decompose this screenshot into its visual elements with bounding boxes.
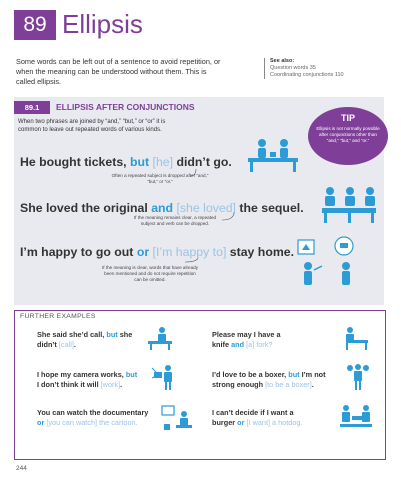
phone-desk-icon xyxy=(146,326,174,350)
example-sentence-2: She loved the original and [she loved] the sequel. xyxy=(20,201,304,215)
camera-person-icon xyxy=(150,364,178,390)
intro-text: Some words can be left out of a sentence to avoid repetition, or when the meaning can be understood without them. This is called ellipsis. xyxy=(16,57,221,86)
further-example-1: She said she’d call, but she didn’t [call]. xyxy=(37,330,133,349)
dining-person-icon xyxy=(340,326,370,350)
unit-number: 89 xyxy=(14,10,56,40)
page-number: 244 xyxy=(16,465,27,472)
see-also-item[interactable]: Question words 35 xyxy=(270,65,316,71)
food-counter-icon xyxy=(338,402,374,432)
see-also-item[interactable]: Coordinating conjunctions 110 xyxy=(270,72,344,78)
example-note-3: If the meaning is clear, words that have already been mentioned and do not require repetition can be omitted. xyxy=(101,265,198,282)
further-example-6: I can’t decide if I want a burger or [I want] a hotdog. xyxy=(212,408,303,427)
further-example-2: Please may I have a knife and [a] fork? xyxy=(212,330,281,349)
example-note-2: If the meaning remains clear, a repeated subject and verb can be dropped. xyxy=(133,215,217,226)
example-sentence-3: I’m happy to go out or [I’m happy to] stay home. xyxy=(20,245,295,259)
further-example-5: You can watch the documentary or [you can watch] the cartoon. xyxy=(37,408,149,427)
example-sentence-1: He bought tickets, but [he] didn’t go. xyxy=(20,155,232,169)
further-example-3: I hope my camera works, but I don’t think it will [work]. xyxy=(37,370,138,389)
tv-watching-icon xyxy=(160,404,194,432)
see-also-title: See also: xyxy=(270,58,295,64)
cinema-audience-illustration xyxy=(320,186,378,226)
tip-title: TIP xyxy=(340,113,355,123)
further-examples-title: FURTHER EXAMPLES xyxy=(20,313,96,320)
boxer-icon xyxy=(346,362,370,390)
example-note-1: Often a repeated subject is dropped after “and,” “but,” or “or.” xyxy=(111,173,209,184)
unit-title: Ellipsis xyxy=(62,9,143,39)
section-number: 89.1 xyxy=(14,101,50,114)
further-example-4: I’d love to be a boxer, but I’m not strong enough [to be a boxer]. xyxy=(212,370,326,389)
section-title: ELLIPSIS AFTER CONJUNCTIONS xyxy=(56,102,195,112)
tip-text: Ellipsis is not normally possible after conjunctions other than “and,” “but,” and “or.” xyxy=(316,126,380,143)
section-intro: When two phrases are joined by “and,” “but,” or “or” it is common to leave out repeated words of various kinds. xyxy=(18,119,166,133)
decision-illustration xyxy=(296,236,362,288)
bench-people-illustration xyxy=(244,138,304,172)
